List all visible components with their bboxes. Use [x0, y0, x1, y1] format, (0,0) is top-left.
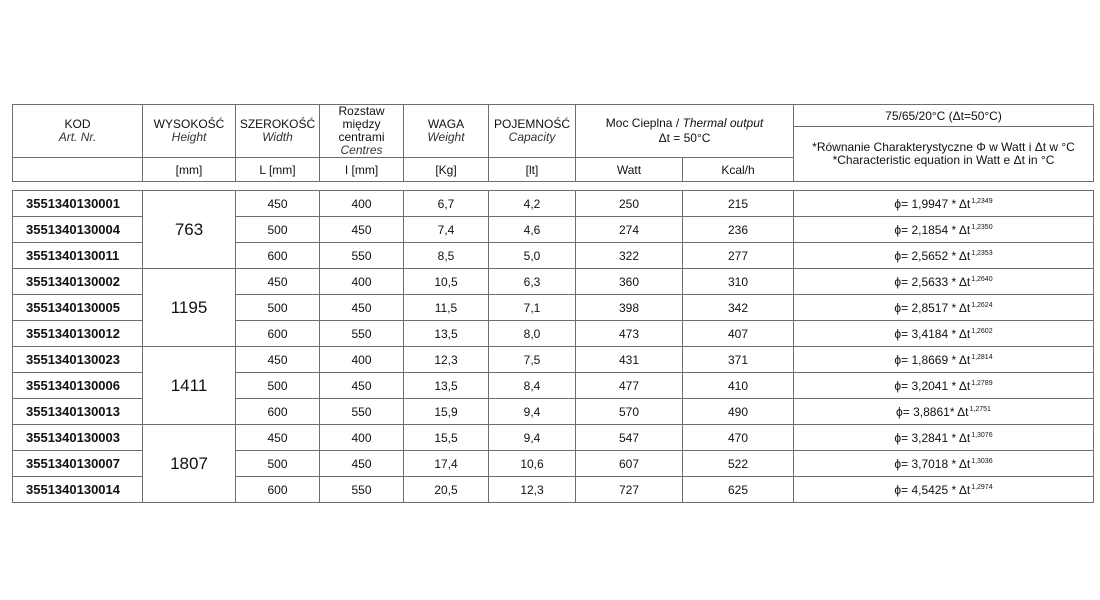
equation-text: ϕ= 3,2041 * Δt — [894, 378, 971, 393]
cell-kcal: 236 — [683, 217, 794, 243]
product-table — [12, 104, 1094, 503]
unit-capacity: [lt] — [489, 158, 576, 182]
cell-kcal: 470 — [683, 425, 794, 451]
cell-capacity: 10,6 — [489, 451, 576, 477]
cell-width: 450 — [236, 269, 320, 295]
cell-code: 3551340130007 — [13, 451, 143, 477]
cell-code: 3551340130012 — [13, 321, 143, 347]
cell-centres: 400 — [320, 269, 404, 295]
header-height-label: WYSOKOŚĆ — [153, 117, 225, 131]
cell-equation — [794, 347, 1094, 373]
cell-kcal: 410 — [683, 373, 794, 399]
equation-exponent: 1,2789 — [971, 379, 993, 387]
equation-text: ϕ= 2,5633 * Δt — [894, 274, 971, 289]
equation-exponent: 1,2353 — [971, 249, 993, 257]
cell-capacity: 8,4 — [489, 373, 576, 399]
cell-centres: 450 — [320, 373, 404, 399]
cell-height: 1411 — [143, 347, 236, 425]
cell-weight: 6,7 — [404, 191, 489, 217]
cell-width: 600 — [236, 321, 320, 347]
equation-exponent: 1,2602 — [971, 327, 993, 335]
cell-equation — [794, 217, 1094, 243]
header-equation-note — [794, 127, 1094, 182]
cell-code: 3551340130004 — [13, 217, 143, 243]
cell-width: 450 — [236, 191, 320, 217]
cell-width: 500 — [236, 373, 320, 399]
unit-code — [13, 158, 143, 182]
cell-capacity: 8,0 — [489, 321, 576, 347]
header-conditions: 75/65/20°C (Δt=50°C) — [794, 105, 1094, 127]
equation-note-en: *Characteristic equation in Watt e Δt in °C — [832, 153, 1055, 167]
cell-weight: 12,3 — [404, 347, 489, 373]
cell-kcal: 310 — [683, 269, 794, 295]
cell-weight: 15,5 — [404, 425, 489, 451]
header-output-label-pl: Moc Cieplna / — [605, 116, 680, 130]
cell-equation — [794, 321, 1094, 347]
cell-kcal: 490 — [683, 399, 794, 425]
cell-code: 3551340130011 — [13, 243, 143, 269]
cell-centres: 550 — [320, 477, 404, 503]
equation-text: ϕ= 3,8861* Δt — [896, 404, 969, 419]
cell-centres: 400 — [320, 347, 404, 373]
cell-capacity: 6,3 — [489, 269, 576, 295]
equation-note-pl: *Równanie Charakterystyczne Φ w Watt i Δt w °C — [812, 140, 1075, 154]
equation-text: ϕ= 1,8669 * Δt — [894, 352, 971, 367]
cell-watt: 360 — [576, 269, 683, 295]
cell-equation — [794, 295, 1094, 321]
cell-capacity: 7,1 — [489, 295, 576, 321]
cell-code: 3551340130002 — [13, 269, 143, 295]
cell-width: 500 — [236, 451, 320, 477]
header-weight — [404, 105, 489, 158]
equation-exponent: 1,3036 — [971, 457, 993, 465]
cell-code: 3551340130003 — [13, 425, 143, 451]
table-row — [13, 191, 1094, 217]
equation-text: ϕ= 2,1854 * Δt — [894, 222, 971, 237]
header-capacity-label: POJEMNOŚĆ — [493, 117, 570, 131]
header-code-label-en: Art. Nr. — [58, 130, 97, 144]
cell-watt: 473 — [576, 321, 683, 347]
cell-kcal: 625 — [683, 477, 794, 503]
cell-kcal: 277 — [683, 243, 794, 269]
equation-exponent: 1,2751 — [969, 405, 991, 413]
cell-width: 500 — [236, 217, 320, 243]
cell-code: 3551340130023 — [13, 347, 143, 373]
cell-width: 600 — [236, 477, 320, 503]
cell-centres: 400 — [320, 425, 404, 451]
cell-height: 1807 — [143, 425, 236, 503]
cell-code: 3551340130005 — [13, 295, 143, 321]
cell-code: 3551340130006 — [13, 373, 143, 399]
cell-watt: 431 — [576, 347, 683, 373]
unit-height: [mm] — [143, 158, 236, 182]
cell-centres: 450 — [320, 451, 404, 477]
cell-centres: 550 — [320, 321, 404, 347]
cell-weight: 20,5 — [404, 477, 489, 503]
equation-text: ϕ= 3,4184 * Δt — [894, 326, 971, 341]
cell-capacity: 7,5 — [489, 347, 576, 373]
cell-centres: 450 — [320, 217, 404, 243]
cell-capacity: 5,0 — [489, 243, 576, 269]
cell-width: 600 — [236, 399, 320, 425]
cell-height: 763 — [143, 191, 236, 269]
cell-code: 3551340130013 — [13, 399, 143, 425]
header-centres-label-1: Rozstaw między — [338, 104, 385, 131]
header-weight-label-en: Weight — [427, 130, 465, 144]
cell-equation — [794, 399, 1094, 425]
cell-equation — [794, 243, 1094, 269]
equation-exponent: 1,2640 — [971, 275, 993, 283]
table-row — [13, 347, 1094, 373]
cell-watt: 570 — [576, 399, 683, 425]
cell-centres: 550 — [320, 243, 404, 269]
cell-watt: 322 — [576, 243, 683, 269]
cell-weight: 8,5 — [404, 243, 489, 269]
header-centres-label-2: centrami — [338, 130, 385, 144]
cell-equation — [794, 191, 1094, 217]
cell-centres: 550 — [320, 399, 404, 425]
cell-watt: 477 — [576, 373, 683, 399]
unit-weight: [Kg] — [404, 158, 489, 182]
cell-weight: 15,9 — [404, 399, 489, 425]
equation-exponent: 1,2349 — [971, 197, 993, 205]
cell-equation — [794, 477, 1094, 503]
cell-watt: 727 — [576, 477, 683, 503]
cell-capacity: 9,4 — [489, 425, 576, 451]
header-height-label-en: Height — [171, 130, 207, 144]
equation-text: ϕ= 3,7018 * Δt — [894, 456, 971, 471]
cell-watt: 250 — [576, 191, 683, 217]
header-code-label: KOD — [64, 117, 91, 131]
spec-sheet — [12, 104, 1094, 503]
table-row — [13, 425, 1094, 451]
cell-capacity: 9,4 — [489, 399, 576, 425]
header-output-label-en: Thermal output — [682, 116, 764, 130]
cell-width: 500 — [236, 295, 320, 321]
equation-text: ϕ= 4,5425 * Δt — [894, 482, 971, 497]
unit-watt: Watt — [576, 158, 683, 182]
cell-height: 1195 — [143, 269, 236, 347]
cell-kcal: 522 — [683, 451, 794, 477]
cell-equation — [794, 425, 1094, 451]
header-code — [13, 105, 143, 158]
cell-equation — [794, 451, 1094, 477]
equation-exponent: 1,3076 — [971, 431, 993, 439]
unit-kcal: Kcal/h — [683, 158, 794, 182]
cell-kcal: 371 — [683, 347, 794, 373]
cell-weight: 13,5 — [404, 373, 489, 399]
cell-capacity: 12,3 — [489, 477, 576, 503]
cell-capacity: 4,6 — [489, 217, 576, 243]
cell-weight: 13,5 — [404, 321, 489, 347]
cell-equation — [794, 373, 1094, 399]
cell-equation — [794, 269, 1094, 295]
cell-code: 3551340130001 — [13, 191, 143, 217]
cell-kcal: 215 — [683, 191, 794, 217]
equation-exponent: 1,2350 — [971, 223, 993, 231]
cell-kcal: 407 — [683, 321, 794, 347]
equation-text: ϕ= 2,8517 * Δt — [894, 300, 971, 315]
cell-watt: 547 — [576, 425, 683, 451]
unit-centres: I [mm] — [320, 158, 404, 182]
cell-width: 600 — [236, 243, 320, 269]
header-thermal-output — [576, 105, 794, 158]
cell-watt: 607 — [576, 451, 683, 477]
equation-exponent: 1,2814 — [971, 353, 993, 361]
cell-weight: 11,5 — [404, 295, 489, 321]
cell-width: 450 — [236, 347, 320, 373]
header-centres-label-en: Centres — [340, 143, 383, 157]
cell-weight: 7,4 — [404, 217, 489, 243]
header-width-label: SZEROKOŚĆ — [239, 117, 316, 131]
equation-exponent: 1,2624 — [971, 301, 993, 309]
header-width — [236, 105, 320, 158]
cell-centres: 450 — [320, 295, 404, 321]
equation-text: ϕ= 1,9947 * Δt — [894, 196, 971, 211]
header-capacity-label-en: Capacity — [508, 130, 556, 144]
header-height — [143, 105, 236, 158]
header-capacity — [489, 105, 576, 158]
equation-text: ϕ= 2,5652 * Δt — [894, 248, 971, 263]
cell-code: 3551340130014 — [13, 477, 143, 503]
cell-watt: 398 — [576, 295, 683, 321]
cell-capacity: 4,2 — [489, 191, 576, 217]
header-output-dt: Δt = 50°C — [658, 131, 711, 145]
cell-weight: 10,5 — [404, 269, 489, 295]
header-width-label-en: Width — [262, 130, 293, 144]
cell-centres: 400 — [320, 191, 404, 217]
cell-width: 450 — [236, 425, 320, 451]
equation-text: ϕ= 3,2841 * Δt — [894, 430, 971, 445]
unit-width: L [mm] — [236, 158, 320, 182]
table-header — [13, 105, 1094, 191]
cell-watt: 274 — [576, 217, 683, 243]
table-row — [13, 269, 1094, 295]
cell-weight: 17,4 — [404, 451, 489, 477]
cell-kcal: 342 — [683, 295, 794, 321]
header-centres — [320, 105, 404, 158]
table-body — [13, 191, 1094, 503]
header-weight-label: WAGA — [427, 117, 465, 131]
equation-exponent: 1,2974 — [971, 483, 993, 491]
